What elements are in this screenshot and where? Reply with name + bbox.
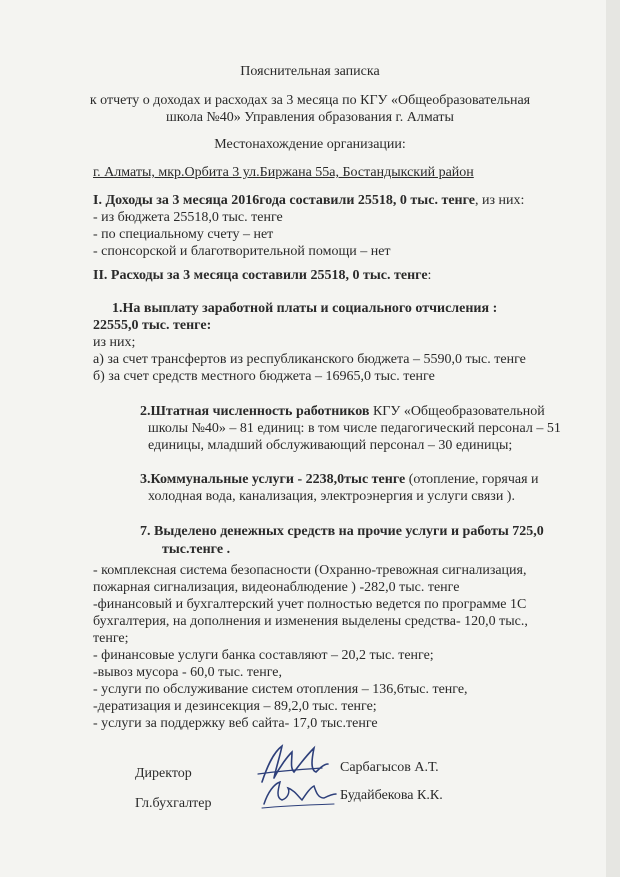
other-item: - услуги за поддержку веб сайта- 17,0 тыс.тенге xyxy=(93,716,378,731)
expenses-heading-bold: II. Расходы за 3 месяца составили 25518, 0 тыс. тенге xyxy=(93,268,428,283)
income-item: - по специальному счету – нет xyxy=(93,227,274,242)
salary-of-which: из них; xyxy=(93,335,136,350)
salary-item-a: а) за счет трансфертов из республиканского бюджета – 5590,0 тыс. тенге xyxy=(93,352,526,367)
utilities-line1-rest: (отопление, горячая и xyxy=(405,472,539,487)
other-services-line2: тыс.тенге . xyxy=(162,542,231,557)
staff-line3: единицы, младший обслуживающий персонал – 30 единицы; xyxy=(148,438,513,453)
location-heading: Местонахождение организации: xyxy=(214,137,406,152)
page-edge-shadow xyxy=(606,0,620,877)
income-heading-bold: I. Доходы за 3 месяца 2016года составили 25518, 0 тыс. тенге xyxy=(93,193,475,208)
salary-heading-line1: 1.На выплату заработной платы и социального отчисления : xyxy=(112,301,498,316)
other-item: тенге; xyxy=(93,631,129,646)
utilities-heading-bold: 3.Коммунальные услуги - 2238,0тыс тенге xyxy=(140,472,406,487)
director-title: Директор xyxy=(135,766,192,781)
income-item: - спонсорской и благотворительной помощи – нет xyxy=(93,244,391,259)
document-title: Пояснительная записка xyxy=(240,64,380,79)
accountant-name: Будайбекова К.К. xyxy=(340,788,443,803)
income-heading xyxy=(93,193,524,209)
other-item: - комплексная система безопасности (Охранно-тревожная сигнализация, xyxy=(93,563,527,578)
director-name: Сарбагысов А.Т. xyxy=(340,760,439,775)
expenses-heading-tail: : xyxy=(427,268,432,283)
other-item: -финансовый и бухгалтерский учет полностью ведется по программе 1С xyxy=(93,597,527,612)
staff-line2: школы №40» – 81 единиц: в том числе педагогический персонал – 51 xyxy=(148,421,561,436)
other-item: -дератизация и дезинсекция – 89,2,0 тыс. тенге; xyxy=(93,699,377,714)
staff-line1 xyxy=(140,404,545,420)
address: г. Алматы, мкр.Орбита 3 ул.Биржана 55а, Бостандыкский район xyxy=(93,165,474,180)
staff-line1-rest: КГУ «Общеобразовательной xyxy=(369,404,545,419)
salary-heading-line2: 22555,0 тыс. тенге: xyxy=(93,318,212,333)
other-item: - услуги по обслуживание систем отопления – 136,6тыс. тенге, xyxy=(93,682,468,697)
accountant-signature xyxy=(258,778,338,814)
document-subtitle-line2: школа №40» Управления образования г. Алматы xyxy=(166,110,454,125)
other-item: - финансовые услуги банка составляют – 20,2 тыс. тенге; xyxy=(93,648,434,663)
utilities-line2: холодная вода, канализация, электроэнергия и услуги связи ). xyxy=(148,489,515,504)
other-item: пожарная сигнализация, видеонаблюдение ) -282,0 тыс. тенге xyxy=(93,580,460,595)
other-item: бухгалтерия, на дополнения и изменения выделены средства- 120,0 тыс., xyxy=(93,614,528,629)
income-heading-tail: , из них: xyxy=(475,193,525,208)
document-subtitle-line1: к отчету о доходах и расходах за 3 месяца по КГУ «Общеобразовательная xyxy=(89,93,531,108)
accountant-title: Гл.бухгалтер xyxy=(135,796,212,811)
other-services-line1: 7. Выделено денежных средств на прочие услуги и работы 725,0 xyxy=(140,524,544,539)
income-item: - из бюджета 25518,0 тыс. тенге xyxy=(93,210,283,225)
expenses-heading xyxy=(93,268,431,284)
other-item: -вывоз мусора - 60,0 тыс. тенге, xyxy=(93,665,283,680)
staff-heading-bold: 2.Штатная численность работников xyxy=(140,404,370,419)
salary-item-b: б) за счет средств местного бюджета – 16965,0 тыс. тенге xyxy=(93,369,435,384)
utilities-line1 xyxy=(140,472,539,488)
